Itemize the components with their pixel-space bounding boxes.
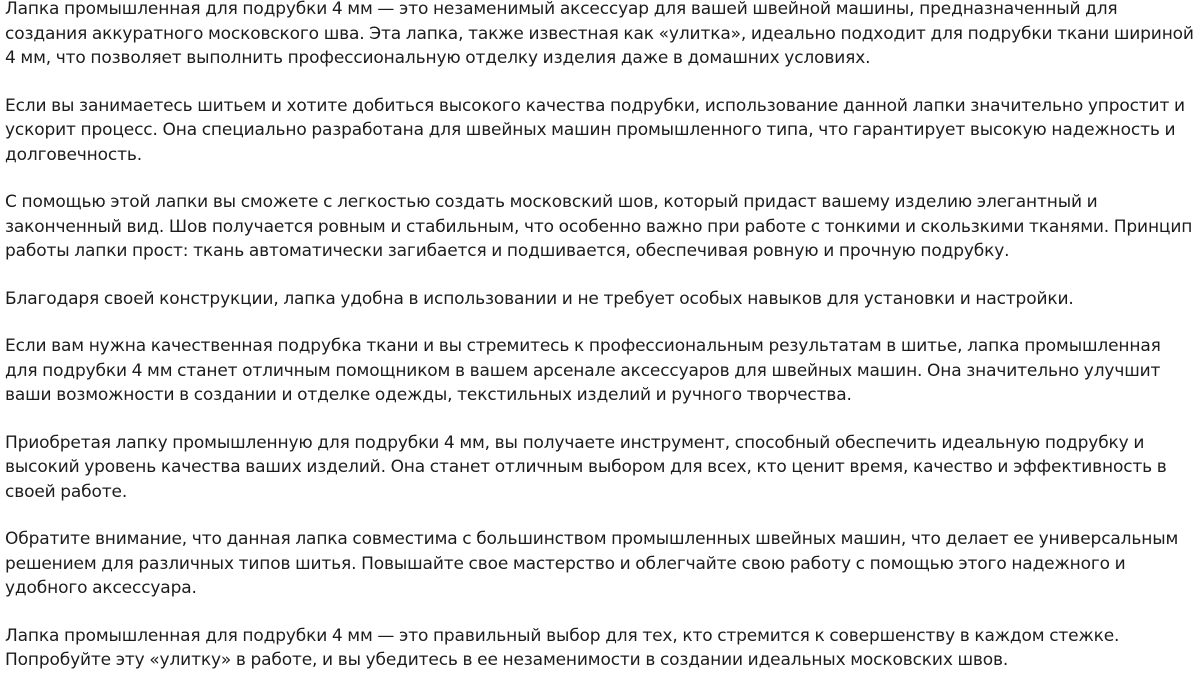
paragraph-purchase: Приобретая лапку промышленную для подрубки 4 мм, вы получаете инструмент, способный обеспечить идеальную подрубку и высокий уровень качества ваших изделий. Она станет отличным выбором для всех, кто ценит время, качество и эффективность в своей работе. bbox=[5, 432, 1167, 502]
paragraph-construction: Благодаря своей конструкции, лапка удобна в использовании и не требует особых навыков для установки и настройки. bbox=[5, 288, 1074, 309]
paragraph-intro: Лапка промышленная для подрубки 4 мм — это незаменимый аксессуар для вашей швейной машины, предназначенный для создания аккуратного московского шва. Эта лапка, также известная как «улитка», идеально подходит для подрубки ткани шириной 4 мм, что позволяет выполнить профессиональную отделку изделия даже в домашних условиях. bbox=[5, 0, 1194, 68]
paragraph-conclusion: Лапка промышленная для подрубки 4 мм — это правильный выбор для тех, кто стремится к совершенству в каждом стежке. Попробуйте эту «улитку» в работе, и вы убедитесь в ее незаменимости в создании идеальных московских швов. bbox=[5, 625, 1120, 670]
paragraph-compatibility: Обратите внимание, что данная лапка совместима с большинством промышленных швейных машин, что делает ее универсальным решением для различных типов шитья. Повышайте свое мастерство и облегчайте свою работу с помощью этого надежного и удобного аксессуара. bbox=[5, 529, 1179, 598]
product-description bbox=[5, 0, 1197, 696]
paragraph-professional-results: Если вам нужна качественная подрубка ткани и вы стремитесь к профессиональным результатам в шитье, лапка промышленная для подрубки 4 мм станет отличным помощником в вашем арсенале аксессуаров для швейных машин. Она значительно улучшит ваши возможности в создании и отделке одежды, текстильных изделий и ручного творчества. bbox=[5, 336, 1161, 405]
paragraph-moscow-seam: С помощью этой лапки вы сможете с легкостью создать московский шов, который придаст вашему изделию элегантный и законченный вид. Шов получается ровным и стабильным, что особенно важно при работе с тонкими и скользкими тканями. Принцип работы лапки прост: ткань автоматически загибается и подшивается, обеспечивая ровную и прочную подрубку. bbox=[5, 192, 1193, 261]
paragraph-quality: Если вы занимаетесь шитьем и хотите добиться высокого качества подрубки, использование данной лапки значительно упростит и ускорит процесс. Она специально разработана для швейных машин промышленного типа, что гарантирует высокую надежность и долговечность. bbox=[5, 95, 1185, 165]
